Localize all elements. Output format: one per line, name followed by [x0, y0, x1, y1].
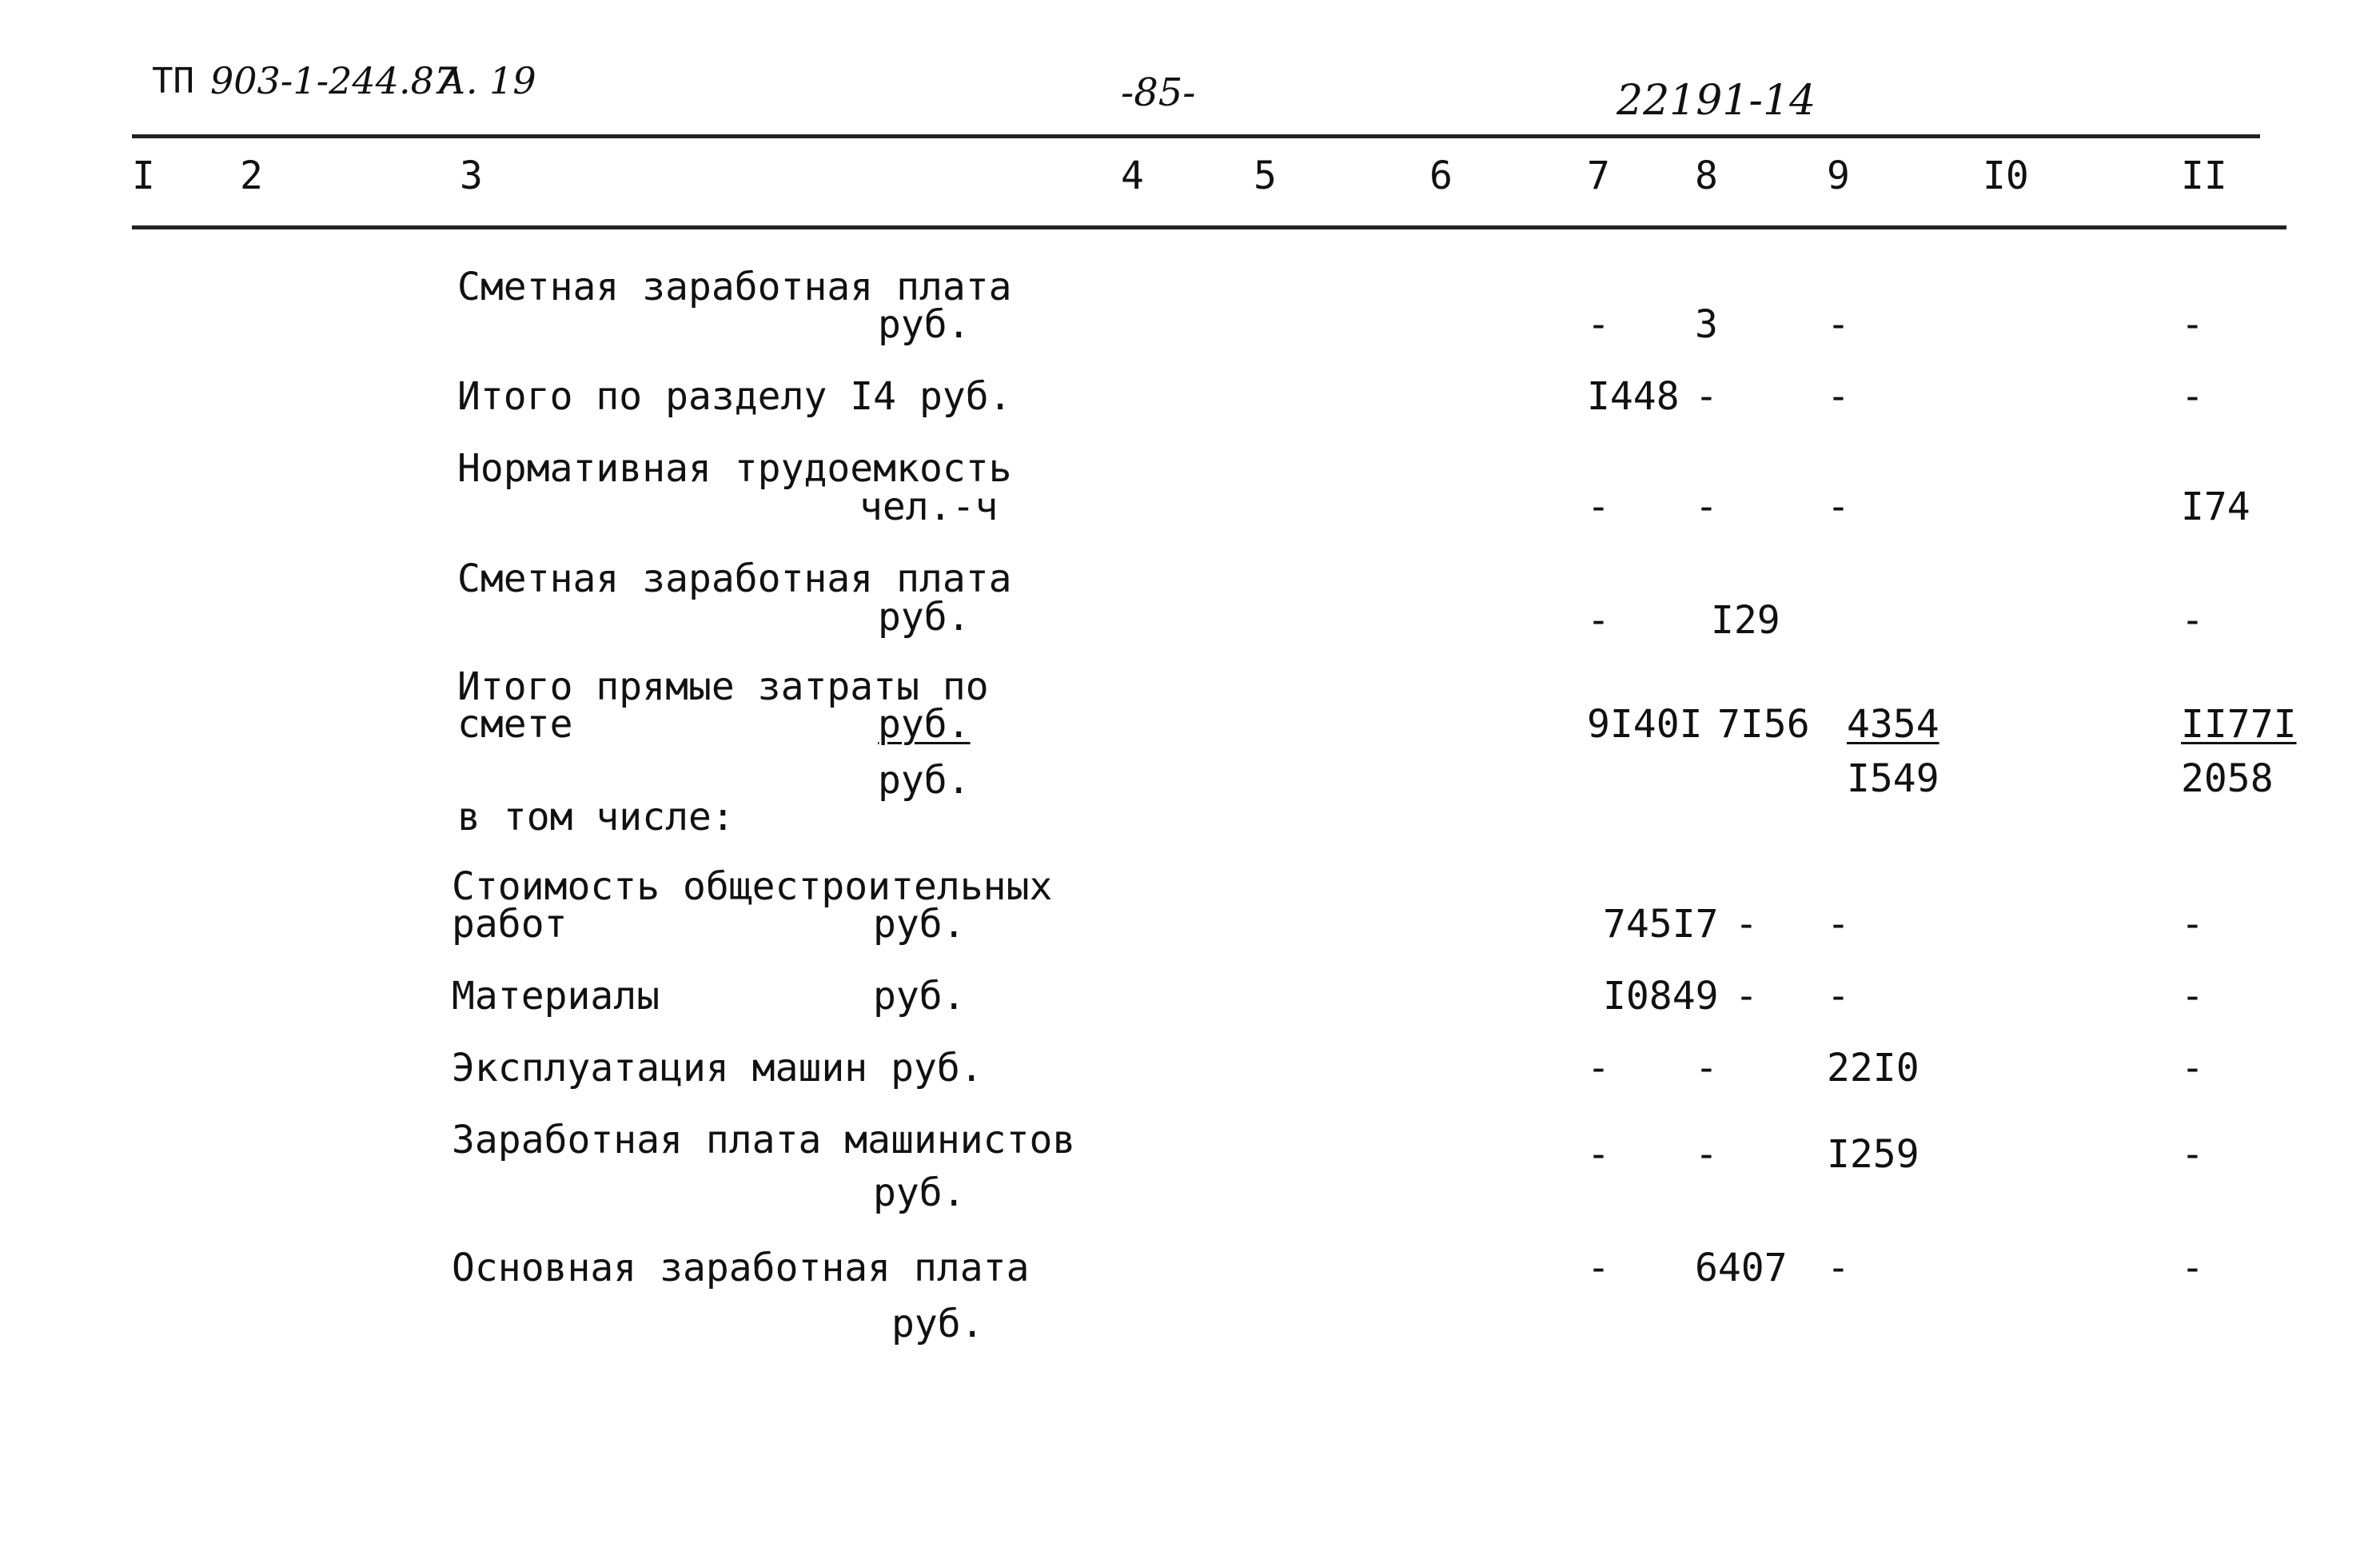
cell-col9: -	[1827, 302, 1850, 347]
row-label-continued: работ	[452, 902, 568, 947]
cell-col8: I29	[1711, 598, 1780, 643]
album-number: А. 19	[438, 59, 536, 102]
cell-col11: -	[2181, 1132, 2204, 1177]
column-number: 9	[1827, 154, 1850, 198]
header-top-rule	[132, 134, 2260, 138]
cell-col11: -	[2181, 1046, 2204, 1091]
row-unit: руб.	[873, 902, 966, 947]
row-label: Эксплуатация машин руб.	[452, 1046, 983, 1091]
cell-col11-secondary: 2058	[2181, 756, 2274, 801]
row-label: Итого прямые затраты по	[457, 664, 989, 709]
row-unit: руб.	[873, 974, 966, 1019]
cell-col9: -	[1827, 484, 1850, 529]
cell-col9-secondary: I549	[1847, 756, 1939, 801]
column-number: I0	[1983, 154, 2029, 198]
row-label: Основная заработная плата	[452, 1246, 1030, 1290]
section-subheading: в том числе:	[457, 795, 735, 839]
cell-col7: -	[1587, 598, 1610, 643]
column-number: 3	[460, 154, 483, 198]
row-label: Нормативная трудоемкость	[457, 446, 1012, 491]
cell-col9: 22I0	[1827, 1046, 1920, 1091]
cell-col8: -	[1695, 374, 1718, 419]
document-id: 22191-14	[1617, 77, 1816, 125]
cell-col9: -	[1827, 374, 1850, 419]
column-number: I	[132, 154, 155, 198]
cell-col11: II77I	[2181, 702, 2297, 747]
header-bottom-rule	[132, 225, 2286, 229]
cell-col8: -	[1695, 1132, 1718, 1177]
row-unit: чел.-ч	[859, 484, 999, 529]
cell-col9: -	[1827, 974, 1850, 1019]
row-label: Сметная заработная плата	[457, 265, 1012, 309]
row-unit: руб.	[891, 1302, 984, 1346]
cell-col8: -	[1695, 1046, 1718, 1091]
cell-col8: 6407	[1695, 1246, 1788, 1290]
column-number: II	[2181, 154, 2227, 198]
row-label-continued: смете	[457, 702, 573, 747]
project-code-prefix: ТП	[152, 61, 194, 102]
cell-col9: -	[1827, 1246, 1850, 1290]
project-code-number: 903-1-244.87	[210, 59, 458, 102]
page-number: -85-	[1121, 70, 1196, 115]
cell-col11: -	[2181, 1246, 2204, 1290]
cell-col7: I0849	[1603, 974, 1719, 1019]
column-number: 6	[1429, 154, 1453, 198]
cell-col7: -	[1587, 1246, 1610, 1290]
cell-col7: -	[1587, 1132, 1610, 1177]
row-label: Сметная заработная плата	[457, 556, 1012, 601]
row-unit: руб.	[878, 758, 971, 803]
cell-col11: -	[2181, 598, 2204, 643]
row-unit: руб.	[878, 302, 971, 347]
column-number: 2	[240, 154, 263, 198]
cell-col7: -	[1587, 1046, 1610, 1091]
cell-col7: -	[1587, 484, 1610, 529]
column-number: 5	[1254, 154, 1277, 198]
cell-col8: -	[1695, 484, 1718, 529]
row-unit: руб.	[873, 1170, 966, 1215]
cell-col7: 9I40I	[1587, 702, 1703, 747]
row-unit: руб.	[878, 702, 971, 747]
cell-col8: 7I56	[1717, 702, 1810, 747]
cell-col8: 3	[1695, 302, 1718, 347]
cell-col11: I74	[2181, 484, 2250, 529]
row-label: Итого по разделу I4 руб.	[457, 374, 1012, 419]
row-label: Заработная плата машинистов	[452, 1118, 1076, 1162]
cell-col7: 745I7	[1603, 902, 1719, 947]
cell-col9: -	[1827, 902, 1850, 947]
cell-col8: -	[1735, 974, 1758, 1019]
cell-col11: -	[2181, 374, 2204, 419]
cell-col8: -	[1735, 902, 1758, 947]
cell-col11: -	[2181, 302, 2204, 347]
column-number: 4	[1121, 154, 1144, 198]
cell-col9: I259	[1827, 1132, 1920, 1177]
cell-col9: 4354	[1847, 702, 1939, 747]
column-number: 8	[1695, 154, 1718, 198]
row-label: Стоимость общестроительных	[452, 864, 1053, 909]
column-number: 7	[1587, 154, 1610, 198]
cell-col7: I448	[1587, 374, 1680, 419]
cell-col11: -	[2181, 902, 2204, 947]
cell-col7: -	[1587, 302, 1610, 347]
row-unit: руб.	[878, 595, 971, 640]
cell-col11: -	[2181, 974, 2204, 1019]
row-label: Материалы	[452, 974, 660, 1019]
